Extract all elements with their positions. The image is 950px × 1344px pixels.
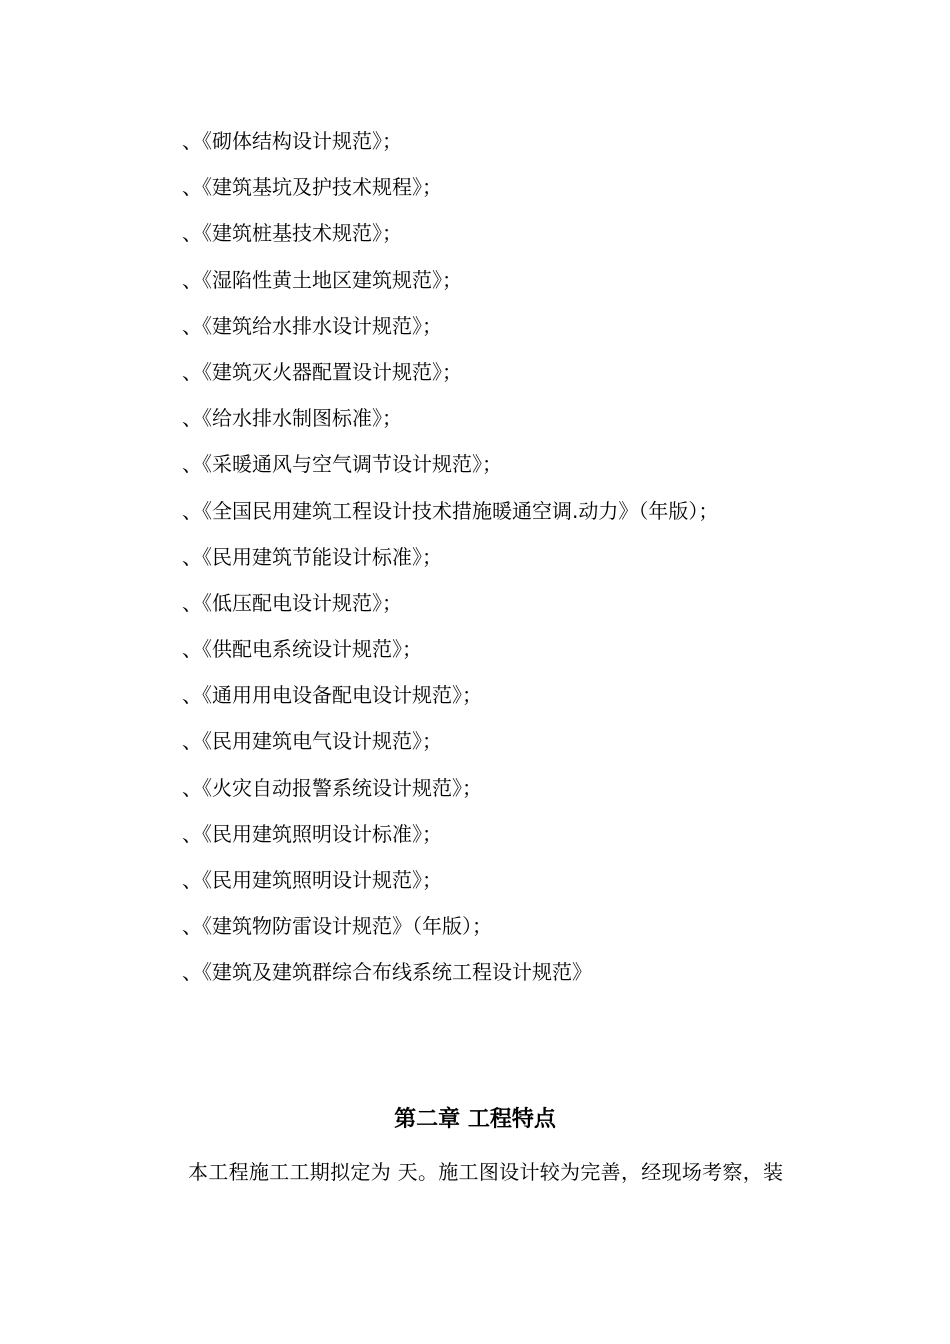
list-item: 、《建筑物防雷设计规范》（年版）； [182,914,492,939]
list-item: 、《民用建筑照明设计规范》； [182,868,442,892]
reference-list [182,124,718,1002]
list-item: 、《建筑基坑及护技术规程》； [182,175,442,200]
list-item: 、《砌体结构设计规范》； [182,129,402,153]
list-item: 、《民用建筑照明设计标准》； [182,821,442,846]
list-item: 、《建筑给水排水设计规范》； [182,313,442,338]
list-item: 、《给水排水制图标准》； [182,406,402,431]
list-item: 、《湿陷性黄土地区建筑规范》； [182,267,462,292]
list-item: 、《民用建筑电气设计规范》； [182,729,442,754]
list-item: 、《供配电系统设计规范》； [182,637,422,662]
list-item: 、《全国民用建筑工程设计技术措施暖通空调.动力》（年版）； [182,498,719,523]
list-item: 、《民用建筑节能设计标准》； [182,544,442,569]
list-item: 、《建筑灭火器配置设计规范》； [182,359,462,384]
list-item: 、《建筑及建筑群综合布线系统工程设计规范》 [182,960,592,985]
list-item: 、《建筑桩基技术规范》； [182,221,402,246]
list-item: 、《通用用电设备配电设计规范》； [182,683,482,708]
chapter-paragraph: 本工程施工工期拟定为 天。施工图设计较为完善，经现场考察，装 [188,1160,784,1184]
list-item: 、《采暖通风与空气调节设计规范》； [182,452,502,477]
chapter-title: 第二章 工程特点 [394,1107,556,1132]
list-item: 、《火灾自动报警系统设计规范》； [182,775,482,800]
list-item: 、《低压配电设计规范》； [182,590,402,615]
